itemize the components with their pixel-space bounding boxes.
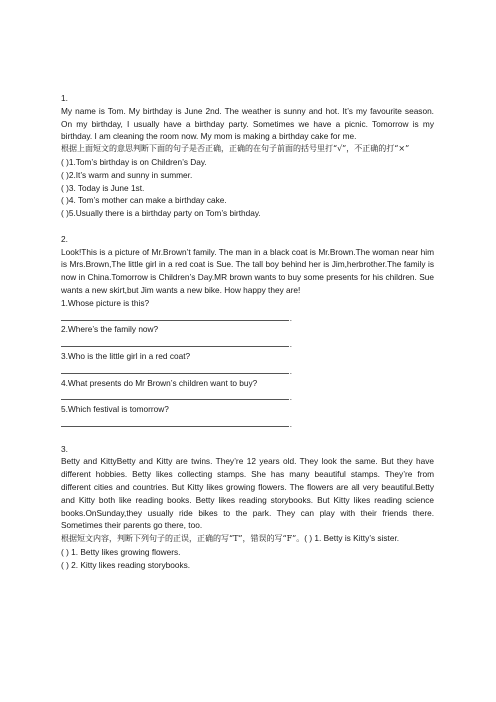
answer-line[interactable]: .: [61, 389, 289, 400]
answer-line[interactable]: .: [61, 336, 289, 347]
question: 3.Who is the little girl in a red coat?: [61, 350, 191, 361]
judgment-item: ( )4. Tom’s mother can make a birthday cake.: [61, 195, 227, 206]
judgment-item: ( ) 2. Kitty likes reading storybooks.: [61, 559, 191, 570]
answer-line[interactable]: .: [61, 416, 289, 427]
judgment-item: ( ) 1. Betty likes growing flowers.: [61, 546, 181, 557]
instruction: 根据短文内容，判断下列句子的正误，正确的写“T”，错误的写“F”。: [61, 534, 305, 544]
answer-line[interactable]: .: [61, 363, 289, 374]
section-2: [61, 233, 434, 427]
passage: Betty and KittyBetty and Kitty are twins. They’re 12 years old. They look the same. But they have different hobbies. Betty likes collecting stamps. She has many beautiful stamps. They’re from different cities and countries. But Kitty likes growing flowers. The flowers are all very beautiful.Betty and Kitty both like reading books. Betty likes reading storybooks. But Kitty likes reading science books.OnSunday,they usually ride bikes to the park. They can play with their friends there. Sometimes their parents go there, too.: [61, 456, 434, 531]
answer-line[interactable]: .: [61, 310, 289, 321]
question: 4.What presents do Mr Brown’s children want to buy?: [61, 377, 258, 388]
question: 5.Which festival is tomorrow?: [61, 404, 169, 415]
section-3: [61, 443, 434, 572]
question: 2.Where’s the family now?: [61, 324, 159, 335]
section-number: 1.: [61, 93, 68, 103]
section-number: 3.: [61, 443, 68, 454]
judgment-item: ( ) 1. Betty is Kitty’s sister.: [304, 533, 400, 544]
judgment-item: ( )2.It’s warm and sunny in summer.: [61, 169, 193, 180]
passage: Look!This is a picture of Mr.Brown’t family. The man in a black coat is Mr.Brown.The woman near him is Mrs.Brown,The little girl in a red coat is Sue. The tall boy behind her is Jim,herbrother.The family is now in China.Tomorrow is Children’s Day.MR brown wants to buy some presents for his children. Sue wants a new skirt,but Jim wants a new bike. How happy they are!: [61, 246, 434, 295]
judgment-item: ( )3. Today is June 1st.: [61, 182, 145, 193]
instruction: 根据上面短文的意思判断下面的句子是否正确，正确的在句子前面的括号里打“√”，不正确的打“×”: [61, 144, 410, 154]
judgment-item: ( )1.Tom’s birthday is on Children’s Day.: [61, 156, 207, 167]
document-content: [61, 92, 434, 571]
instruction-line: [61, 532, 434, 546]
passage: My name is Tom. My birthday is June 2nd. The weather is sunny and hot. It’s my favourite season. On my birthday, I usually have a birthday party. Sometimes we have a picnic. Tomorrow is my birthday. I am cleaning the room now. My mom is making a birthday cake for me.: [61, 105, 434, 142]
judgment-item: ( )5.Usually there is a birthday party on Tom’s birthday.: [61, 208, 261, 219]
question: 1.Whose picture is this?: [61, 297, 150, 308]
section-number: 2.: [61, 233, 68, 244]
section-1: [61, 92, 434, 220]
